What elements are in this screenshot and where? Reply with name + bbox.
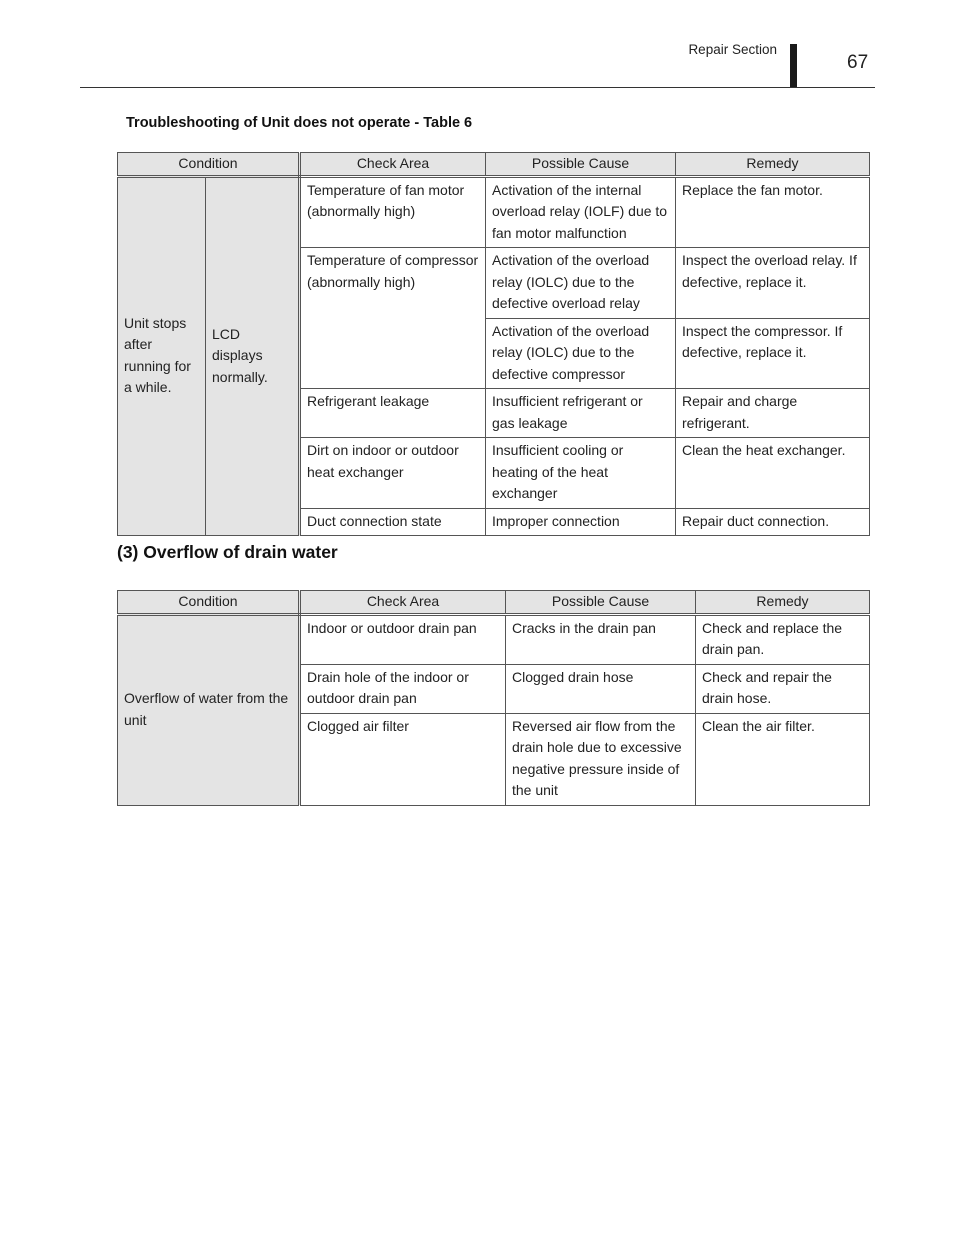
cause-cell: Activation of the overload relay (IOLC) due to the defective overload relay xyxy=(486,248,676,319)
table6-title: Troubleshooting of Unit does not operate - Table 6 xyxy=(126,115,473,131)
check-area-cell: Refrigerant leakage xyxy=(300,389,486,438)
cause-cell: Insufficient refrigerant or gas leakage xyxy=(486,389,676,438)
drain-col-possible-cause: Possible Cause xyxy=(506,591,696,615)
cause-cell: Reversed air flow from the drain hole due to excessive negative pressure inside of the unit xyxy=(506,713,696,805)
check-area-cell: Indoor or outdoor drain pan xyxy=(300,614,506,664)
header-bar xyxy=(790,44,797,88)
remedy-cell: Replace the fan motor. xyxy=(676,176,870,248)
check-area-cell: Clogged air filter xyxy=(300,713,506,805)
cause-cell: Activation of the internal overload relay (IOLF) due to fan motor malfunction xyxy=(486,176,676,248)
drain-overflow-table xyxy=(117,590,870,806)
table-row xyxy=(118,176,870,248)
drain-col-check-area: Check Area xyxy=(300,591,506,615)
cause-cell: Insufficient cooling or heating of the heat exchanger xyxy=(486,438,676,509)
remedy-cell: Repair duct connection. xyxy=(676,508,870,536)
table6-header-row xyxy=(118,153,870,177)
drain-col-remedy: Remedy xyxy=(696,591,870,615)
page-number: 67 xyxy=(847,52,869,73)
check-area-cell: Dirt on indoor or outdoor heat exchanger xyxy=(300,438,486,509)
check-area-cell: Duct connection state xyxy=(300,508,486,536)
drain-table-header-row xyxy=(118,591,870,615)
remedy-cell: Clean the heat exchanger. xyxy=(676,438,870,509)
remedy-cell: Inspect the compressor. If defective, replace it. xyxy=(676,318,870,389)
table-row xyxy=(118,614,870,664)
remedy-cell: Inspect the overload relay. If defective, replace it. xyxy=(676,248,870,319)
section3-heading: (3) Overflow of drain water xyxy=(117,542,338,562)
cause-cell: Activation of the overload relay (IOLC) due to the defective compressor xyxy=(486,318,676,389)
remedy-cell: Repair and charge refrigerant. xyxy=(676,389,870,438)
remedy-cell: Check and repair the drain hose. xyxy=(696,664,870,713)
table6-col-remedy: Remedy xyxy=(676,153,870,177)
cause-cell: Improper connection xyxy=(486,508,676,536)
remedy-cell: Check and replace the drain pan. xyxy=(696,614,870,664)
header-section-label: Repair Section xyxy=(688,42,777,57)
cause-cell: Clogged drain hose xyxy=(506,664,696,713)
check-area-cell: Temperature of compressor (abnormally high) xyxy=(300,248,486,389)
table6-col-possible-cause: Possible Cause xyxy=(486,153,676,177)
drain-condition: Overflow of water from the unit xyxy=(118,614,300,805)
condition-main: Unit stops after running for a while. xyxy=(118,176,206,536)
check-area-cell: Drain hole of the indoor or outdoor drain pan xyxy=(300,664,506,713)
remedy-cell: Clean the air filter. xyxy=(696,713,870,805)
check-area-cell: Temperature of fan motor (abnormally high) xyxy=(300,176,486,248)
table6-col-condition: Condition xyxy=(118,153,300,177)
drain-col-condition: Condition xyxy=(118,591,300,615)
condition-sub: LCD displays normally. xyxy=(206,176,300,536)
table6 xyxy=(117,152,870,536)
cause-cell: Cracks in the drain pan xyxy=(506,614,696,664)
header-rule xyxy=(80,87,875,88)
table6-col-check-area: Check Area xyxy=(300,153,486,177)
